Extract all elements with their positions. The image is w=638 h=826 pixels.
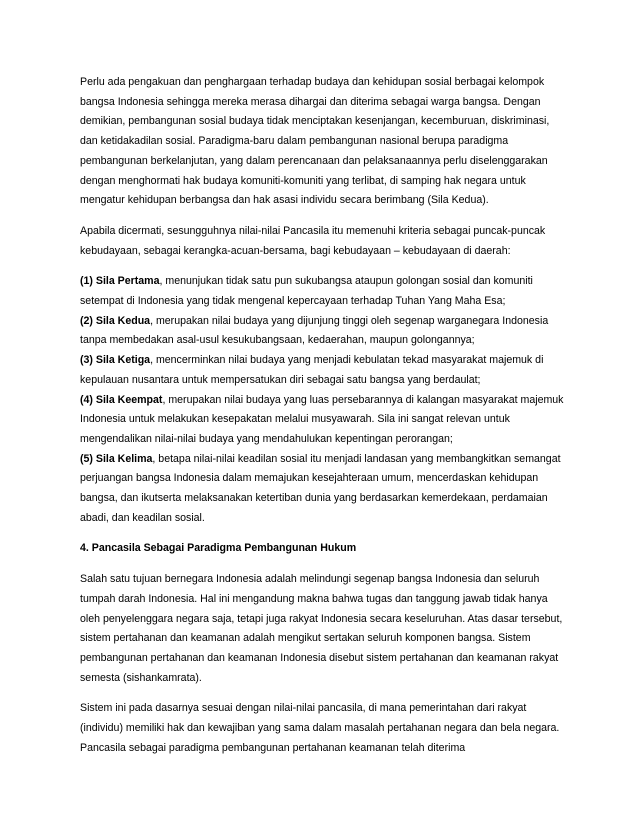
sila-text-5: , betapa nilai-nilai keadilan sosial itu menjadi landasan yang membangkitkan semangat perjuangan bangsa Indonesia dalam memajukan kesejahteraan umum, mencerdaskan kehidupan bangsa, dan ikutserta melaksanakan ketertiban dunia yang berdasarkan kemerdekaan, perdamaian abadi, dan keadilan sosial. (80, 452, 561, 524)
paragraph-pancasila-values: Apabila dicermati, sesungguhnya nilai-nilai Pancasila itu memenuhi kriteria sebagai puncak-puncak kebudayaan, sebagai kerangka-acuan-bersama, bagi kebudayaan – kebudayaan di daerah: (80, 224, 546, 257)
sila-label-5: (5) Sila Kelima (80, 452, 153, 465)
sila-item-3 (80, 351, 566, 390)
sila-text-2: , merupakan nilai budaya yang dijunjung tinggi oleh segenap warganegara Indonesia tanpa membedakan asal-usul kesukubangsaan, kedaerahan, maupun golongannya; (80, 314, 549, 347)
sila-label-3: (3) Sila Ketiga (80, 354, 151, 367)
paragraph-social-culture: Perlu ada pengakuan dan penghargaan terhadap budaya dan kehidupan sosial berbagai kelompok bangsa Indonesia sehingga mereka merasa dihargai dan diterima sebagai warga bangsa. Dengan demikian, pembangunan sosial budaya tidak menciptakan kesenjangan, kecemburuan, diskriminasi, dan ketidakadilan sosial. Paradigma-baru dalam pembangunan nasional berupa paradigma pembangunan berkelanjutan, yang dalam perencanaan dan pelaksanaannya perlu diselenggarakan dengan menghormati hak budaya komuniti-komuniti yang terlibat, di samping hak negara untuk mengatur kehidupan berbangsa dan hak asasi individu secara berimbang (Sila Kedua). (80, 76, 550, 207)
sila-item-2 (80, 312, 566, 351)
paragraph-defense-system: Sistem ini pada dasarnya sesuai dengan nilai-nilai pancasila, di mana pemerintahan dari rakyat (individu) memiliki hak dan kewajiban yang sama dalam masalah pertahanan negara dan bela negara. Pancasila sebagai paradigma pembangunan pertahanan keamanan telah diterima (80, 702, 560, 754)
sila-text-4: , merupakan nilai budaya yang luas persebarannya di kalangan masyarakat majemuk Indonesia untuk melakukan kesepakatan melalui musyawarah. Sila ini sangat relevan untuk mengendalikan nilai-nilai budaya yang mendahulukan kepentingan perorangan; (80, 393, 564, 445)
sila-list (80, 272, 566, 528)
section-heading: 4. Pancasila Sebagai Paradigma Pembangunan Hukum (80, 542, 357, 555)
sila-label-2: (2) Sila Kedua (80, 314, 151, 327)
sila-text-1: , menunjukan tidak satu pun sukubangsa ataupun golongan sosial dan komuniti setempat di Indonesia yang tidak mengenal kepercayaan terhadap Tuhan Yang Maha Esa; (80, 275, 533, 308)
sila-item-5 (80, 450, 566, 529)
sila-text-3: , mencerminkan nilai budaya yang menjadi kebulatan tekad masyarakat majemuk di kepulauan nusantara untuk mempersatukan diri sebagai satu bangsa yang berdaulat; (80, 354, 544, 386)
sila-label-4: (4) Sila Keempat (80, 393, 163, 406)
sila-item-4 (80, 391, 566, 450)
document-page (80, 73, 566, 770)
sila-label-1: (1) Sila Pertama (80, 275, 160, 288)
paragraph-defense-goal: Salah satu tujuan bernegara Indonesia adalah melindungi segenap bangsa Indonesia dan seluruh tumpah darah Indonesia. Hal ini mengandung makna bahwa tugas dan tanggung jawab tidak hanya oleh penyelenggara negara saja, tetapi juga rakyat Indonesia secara keseluruhan. Atas dasar tersebut, sistem pertahanan dan keamanan adalah mengikut sertakan seluruh komponen bangsa. Sistem pembangunan pertahanan dan keamanan Indonesia disebut sistem pertahanan dan keamanan rakyat semesta (sishankamrata). (80, 573, 563, 684)
sila-item-1 (80, 272, 566, 311)
